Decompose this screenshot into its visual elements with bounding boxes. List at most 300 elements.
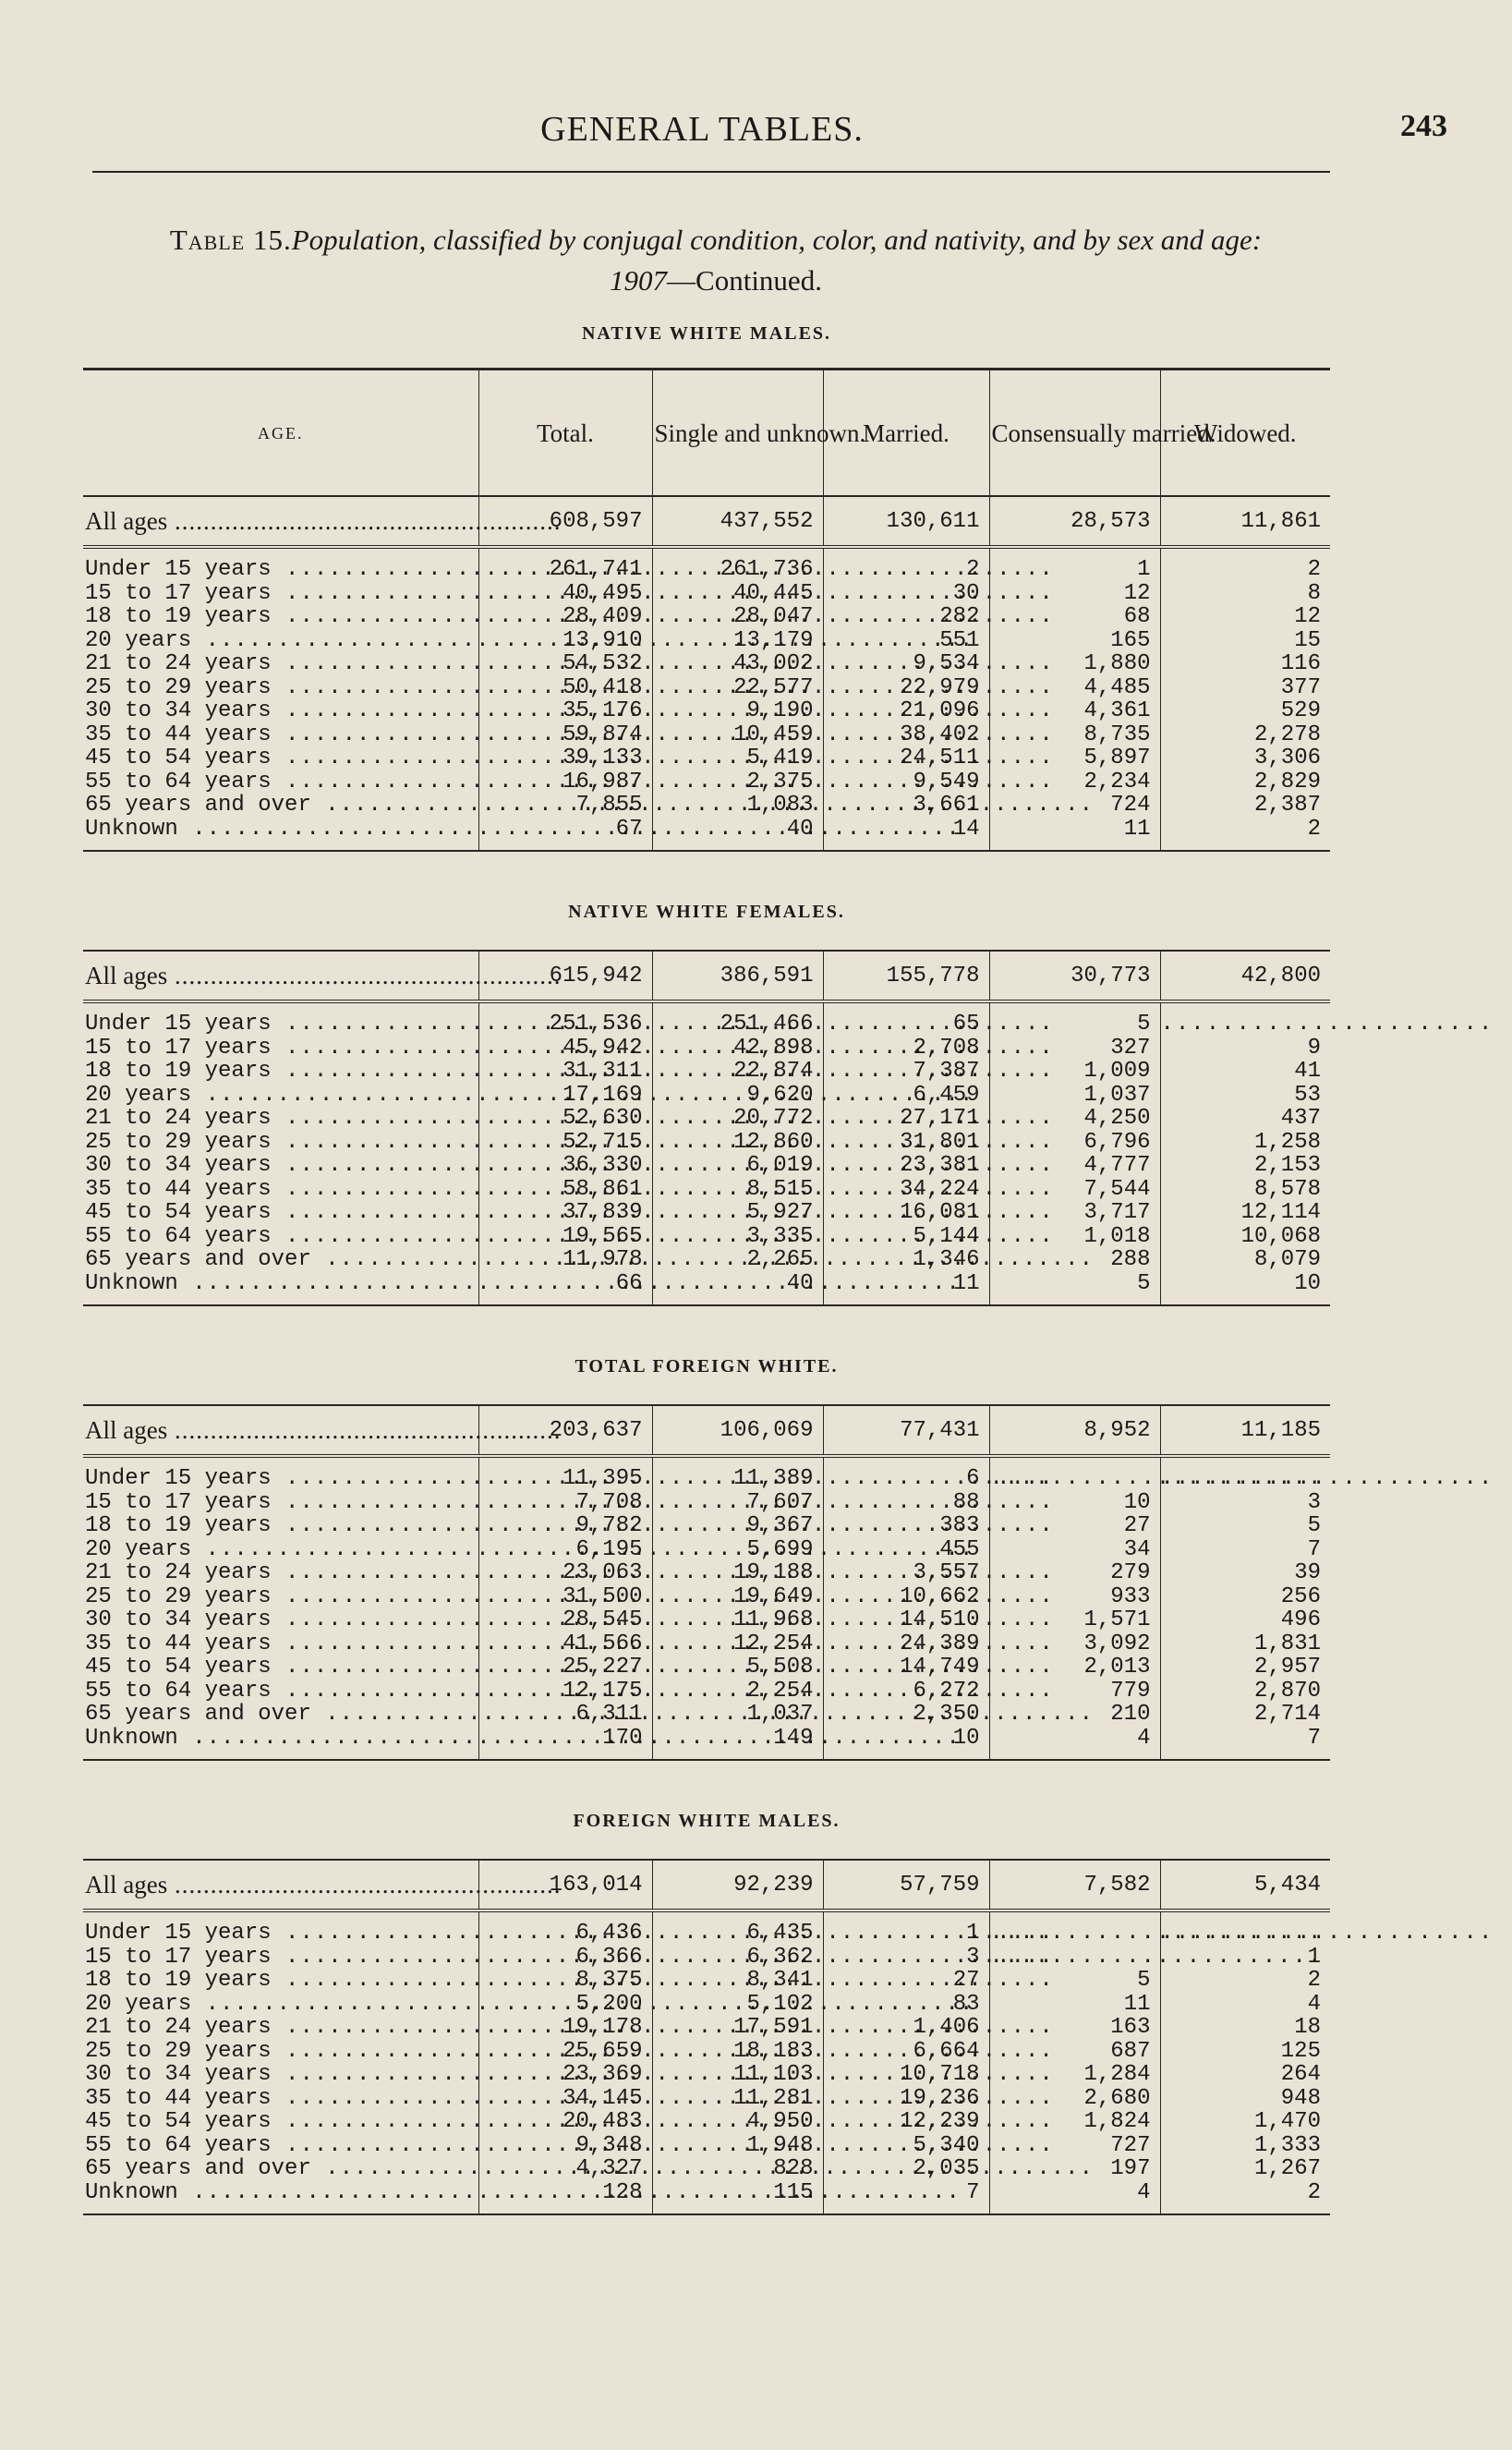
cell-value: 11,968	[652, 1608, 823, 1632]
row-label-text: 35 to 44 years .....	[85, 1178, 469, 1202]
cell-value: 9,367	[652, 1514, 823, 1538]
cell-value: 687	[989, 2040, 1160, 2064]
table-row	[83, 1225, 1330, 1249]
cell-value: 4,250	[989, 1107, 1160, 1131]
table-label: Table 15.	[169, 224, 292, 256]
row-label	[83, 547, 478, 582]
row-label-text: 15 to 17 years .....	[85, 1037, 469, 1061]
cell-value: 24,511	[823, 746, 989, 770]
row-label-text: 30 to 34 years .....	[85, 1154, 469, 1178]
row-label	[83, 1084, 478, 1108]
section-title: NATIVE WHITE MALES.	[581, 323, 832, 344]
cell-value: 2,234	[989, 770, 1160, 794]
row-label-text: 18 to 19 years .....	[85, 1060, 469, 1084]
cell-value: 28,409	[478, 605, 652, 629]
table-row	[83, 547, 1330, 582]
row-label	[83, 1656, 478, 1680]
cell-value: 11,978	[478, 1248, 652, 1272]
cell-value: 5,434	[1160, 1860, 1330, 1910]
cell-value: 88	[823, 1491, 989, 1515]
cell-value: 4,361	[989, 699, 1160, 723]
cell-value: 1,018	[989, 1225, 1160, 1249]
column-header-row	[83, 370, 1330, 497]
row-label	[83, 1608, 478, 1632]
cell-value: 6,459	[823, 1084, 989, 1108]
cell-value: 327	[989, 1037, 1160, 1061]
cell-value: 10	[1160, 1272, 1330, 1306]
cell-value: 1,037	[989, 1084, 1160, 1108]
cell-value: 2	[1160, 2181, 1330, 2215]
row-label	[83, 1632, 478, 1656]
cell-value: 1	[1160, 1946, 1330, 1970]
cell-value: 279	[989, 1561, 1160, 1585]
cell-value: 6	[823, 1456, 989, 1491]
all-ages-row	[83, 1860, 1330, 1910]
table-row	[83, 629, 1330, 653]
table-row	[83, 746, 1330, 770]
cell-value: 6,272	[823, 1680, 989, 1704]
row-label-text: 35 to 44 years .....	[85, 723, 469, 747]
row-label	[83, 1456, 478, 1491]
cell-value: 106,069	[652, 1405, 823, 1456]
row-label	[83, 1514, 478, 1538]
cell-value: 11	[989, 818, 1160, 852]
cell-value: 54,532	[478, 652, 652, 676]
table-row	[83, 582, 1330, 606]
row-label	[83, 2087, 478, 2111]
row-label-text: 45 to 54 years .....	[85, 1201, 469, 1225]
empty-cell-leader	[990, 1946, 1151, 1970]
cell-value: 1	[823, 1910, 989, 1946]
row-label	[83, 1178, 478, 1202]
cell-value: 20,483	[478, 2110, 652, 2134]
cell-value: 52,715	[478, 1131, 652, 1155]
row-label-text: 21 to 24 years .....	[85, 1561, 469, 1585]
cell-value: 31,311	[478, 1060, 652, 1084]
cell-value: 130,611	[823, 496, 989, 547]
row-label-text: 25 to 29 years .....	[85, 1585, 469, 1609]
cell-value: 11,185	[1160, 1405, 1330, 1456]
table-row	[83, 1248, 1330, 1272]
row-label	[83, 2134, 478, 2158]
cell-value: 27	[823, 1969, 989, 1993]
table-row	[83, 1585, 1330, 1609]
row-label-text: 30 to 34 years .....	[85, 2063, 469, 2087]
cell-value: 437,552	[652, 496, 823, 547]
row-label	[83, 2157, 478, 2181]
cell-value: 65	[823, 1001, 989, 1037]
table-caption	[157, 220, 1275, 301]
row-label-text: 30 to 34 years .....	[85, 699, 469, 723]
cell-value: 1,083	[652, 794, 823, 818]
data-table-native-white-females	[83, 950, 1330, 1306]
cell-value: 17,169	[478, 1084, 652, 1108]
table-row	[83, 1154, 1330, 1178]
cell-value: 1,258	[1160, 1131, 1330, 1155]
cell-value: 40	[652, 1272, 823, 1306]
cell-value	[989, 1910, 1160, 1946]
row-label	[83, 1491, 478, 1515]
cell-value: 115	[652, 2181, 823, 2215]
row-label-text: All ages .....	[85, 1871, 469, 1899]
table-row	[83, 1910, 1330, 1946]
table-row	[83, 1084, 1330, 1108]
cell-value: 27	[989, 1514, 1160, 1538]
cell-value: 22,874	[652, 1060, 823, 1084]
cell-value: 5,419	[652, 746, 823, 770]
table-row	[83, 1131, 1330, 1155]
cell-value: 4,777	[989, 1154, 1160, 1178]
table-row	[83, 676, 1330, 700]
cell-value: 40	[652, 818, 823, 852]
cell-value: 14,510	[823, 1608, 989, 1632]
table-row	[83, 1001, 1330, 1037]
column-header-consensual: Consensually married.	[989, 370, 1160, 497]
row-label-text: 18 to 19 years .....	[85, 605, 469, 629]
row-label	[83, 1969, 478, 1993]
row-label-text: All ages .....	[85, 507, 469, 536]
table-row	[83, 1201, 1330, 1225]
cell-value: 9,348	[478, 2134, 652, 2158]
cell-value: 19,178	[478, 2016, 652, 2040]
cell-value: 1,880	[989, 652, 1160, 676]
cell-value: 1,346	[823, 1248, 989, 1272]
cell-value: 77,431	[823, 1405, 989, 1456]
cell-value: 3,306	[1160, 746, 1330, 770]
row-label-text: 65 years and over .....	[85, 1703, 469, 1727]
row-label-text: Under 15 years .....	[85, 1013, 469, 1037]
cell-value: 437	[1160, 1107, 1330, 1131]
cell-value: 8,952	[989, 1405, 1160, 1456]
cell-value: 3	[1160, 1491, 1330, 1515]
row-label	[83, 1993, 478, 2017]
cell-value: 261,741	[478, 547, 652, 582]
table-row	[83, 1703, 1330, 1727]
cell-value: 125	[1160, 2040, 1330, 2064]
cell-value: 496	[1160, 1608, 1330, 1632]
cell-value: 7	[1160, 1538, 1330, 1562]
cell-value: 11,281	[652, 2087, 823, 2111]
row-label	[83, 629, 478, 653]
row-label-text: 35 to 44 years .....	[85, 1632, 469, 1656]
cell-value: 8,079	[1160, 1248, 1330, 1272]
cell-value: 5	[1160, 1514, 1330, 1538]
row-label	[83, 2063, 478, 2087]
row-label-text: 45 to 54 years .....	[85, 1656, 469, 1680]
row-label-text: Unknown .....	[85, 2181, 469, 2205]
cell-value: 11	[989, 1993, 1160, 2017]
cell-value: 8	[1160, 582, 1330, 606]
cell-value: 2,035	[823, 2157, 989, 2181]
row-label	[83, 1272, 478, 1306]
row-label	[83, 1131, 478, 1155]
table-row	[83, 794, 1330, 818]
cell-value: 155,778	[823, 951, 989, 1001]
cell-value: 1,571	[989, 1608, 1160, 1632]
table-row	[83, 2157, 1330, 2181]
data-table-total-foreign-white	[83, 1404, 1330, 1761]
row-label-text: 45 to 54 years .....	[85, 2110, 469, 2134]
cell-value: 3,717	[989, 1201, 1160, 1225]
cell-value: 19,236	[823, 2087, 989, 2111]
cell-value: 21,096	[823, 699, 989, 723]
table-row	[83, 1037, 1330, 1061]
cell-value: 8,341	[652, 1969, 823, 1993]
cell-value: 16,987	[478, 770, 652, 794]
cell-value: 5,897	[989, 746, 1160, 770]
cell-value: 28,573	[989, 496, 1160, 547]
row-label-text: 55 to 64 years .....	[85, 770, 469, 794]
cell-value: 3,661	[823, 794, 989, 818]
cell-value: 128	[478, 2181, 652, 2215]
all-ages-row	[83, 1405, 1330, 1456]
cell-value: 10	[989, 1491, 1160, 1515]
row-label-text: 20 years .....	[85, 1538, 469, 1562]
cell-value: 40,445	[652, 582, 823, 606]
row-label-text: 20 years .....	[85, 629, 469, 653]
cell-value: 2,870	[1160, 1680, 1330, 1704]
table-row	[83, 1107, 1330, 1131]
cell-value: 2,013	[989, 1656, 1160, 1680]
row-label	[83, 770, 478, 794]
cell-value	[1160, 1456, 1330, 1491]
cell-value: 2	[1160, 818, 1330, 852]
cell-value: 10,068	[1160, 1225, 1330, 1249]
row-label	[83, 746, 478, 770]
cell-value: 6,435	[652, 1910, 823, 1946]
cell-value: 8,578	[1160, 1178, 1330, 1202]
cell-value: 7,582	[989, 1860, 1160, 1910]
cell-value: 4	[989, 2181, 1160, 2215]
cell-value: 1,284	[989, 2063, 1160, 2087]
row-label-text: 30 to 34 years .....	[85, 1608, 469, 1632]
cell-value: 25,659	[478, 2040, 652, 2064]
cell-value: 203,637	[478, 1405, 652, 1456]
cell-value: 948	[1160, 2087, 1330, 2111]
cell-value: 6,664	[823, 2040, 989, 2064]
cell-value: 615,942	[478, 951, 652, 1001]
cell-value: 6,311	[478, 1703, 652, 1727]
cell-value: 5,200	[478, 1993, 652, 2017]
cell-value: 4,485	[989, 676, 1160, 700]
row-label-text: 55 to 64 years .....	[85, 1225, 469, 1249]
row-label	[83, 1001, 478, 1037]
cell-value: 551	[823, 629, 989, 653]
column-header-total: Total.	[478, 370, 652, 497]
row-label	[83, 1860, 478, 1910]
cell-value: 10	[823, 1727, 989, 1761]
cell-value: 12	[1160, 605, 1330, 629]
row-label	[83, 1154, 478, 1178]
cell-value: 5	[989, 1272, 1160, 1306]
cell-value: 53	[1160, 1084, 1330, 1108]
cell-value: 6,195	[478, 1538, 652, 1562]
cell-value: 4	[1160, 1993, 1330, 2017]
cell-value: 8,735	[989, 723, 1160, 747]
data-table-foreign-white-males	[83, 1859, 1330, 2215]
cell-value: 13,910	[478, 629, 652, 653]
cell-value: 288	[989, 1248, 1160, 1272]
cell-value: 282	[823, 605, 989, 629]
page-number: 243	[1400, 109, 1447, 143]
row-label	[83, 951, 478, 1001]
cell-value: 3	[823, 1946, 989, 1970]
empty-cell-leader	[1161, 1467, 1322, 1491]
cell-value: 3,335	[652, 1225, 823, 1249]
running-title: GENERAL TABLES.	[540, 110, 864, 149]
cell-value: 31,801	[823, 1131, 989, 1155]
cell-value: 9	[1160, 1037, 1330, 1061]
cell-value: 163	[989, 2016, 1160, 2040]
cell-value: 39,133	[478, 746, 652, 770]
cell-value: 18	[1160, 2016, 1330, 2040]
row-label-text: 55 to 64 years .....	[85, 1680, 469, 1704]
cell-value: 52,630	[478, 1107, 652, 1131]
row-label-text: 18 to 19 years .....	[85, 1514, 469, 1538]
cell-value: 25,227	[478, 1656, 652, 1680]
cell-value: 116	[1160, 652, 1330, 676]
row-label	[83, 652, 478, 676]
cell-value: 12,239	[823, 2110, 989, 2134]
data-table-native-white-males	[83, 368, 1330, 852]
cell-value: 66	[478, 1272, 652, 1306]
cell-value: 197	[989, 2157, 1160, 2181]
cell-value: 10,459	[652, 723, 823, 747]
cell-value: 6,366	[478, 1946, 652, 1970]
cell-value: 727	[989, 2134, 1160, 2158]
cell-value: 251,536	[478, 1001, 652, 1037]
cell-value: 34,224	[823, 1178, 989, 1202]
table-row	[83, 2110, 1330, 2134]
table-row	[83, 1272, 1330, 1306]
cell-value: 1,037	[652, 1703, 823, 1727]
section-title: NATIVE WHITE FEMALES.	[568, 902, 845, 922]
cell-value: 11,395	[478, 1456, 652, 1491]
cell-value: 3,557	[823, 1561, 989, 1585]
table-row	[83, 2040, 1330, 2064]
table-row	[83, 1608, 1330, 1632]
cell-value: 83	[823, 1993, 989, 2017]
cell-value: 7	[823, 2181, 989, 2215]
row-label	[83, 1248, 478, 1272]
table-row	[83, 1060, 1330, 1084]
cell-value: 163,014	[478, 1860, 652, 1910]
row-label	[83, 1561, 478, 1585]
cell-value: 23,063	[478, 1561, 652, 1585]
cell-value: 7,708	[478, 1491, 652, 1515]
cell-value: 12,860	[652, 1131, 823, 1155]
cell-value: 3,092	[989, 1632, 1160, 1656]
cell-value: 13,179	[652, 629, 823, 653]
cell-value: 6,019	[652, 1154, 823, 1178]
row-label	[83, 2016, 478, 2040]
cell-value: 11,103	[652, 2063, 823, 2087]
cell-value: 1,948	[652, 2134, 823, 2158]
table-row	[83, 2016, 1330, 2040]
cell-value: 9,190	[652, 699, 823, 723]
cell-value: 12,114	[1160, 1201, 1330, 1225]
cell-value: 2,957	[1160, 1656, 1330, 1680]
cell-value: 6,436	[478, 1910, 652, 1946]
row-label	[83, 1946, 478, 1970]
cell-value: 2	[1160, 1969, 1330, 1993]
cell-value: 5,144	[823, 1225, 989, 1249]
cell-value: 11,861	[1160, 496, 1330, 547]
cell-value: 36,330	[478, 1154, 652, 1178]
cell-value: 2,265	[652, 1248, 823, 1272]
row-label	[83, 1201, 478, 1225]
cell-value: 2,375	[652, 770, 823, 794]
row-label	[83, 1703, 478, 1727]
row-label-text: 25 to 29 years .....	[85, 1131, 469, 1155]
cell-value: 2,708	[823, 1037, 989, 1061]
cell-value: 22,577	[652, 676, 823, 700]
cell-value: 5	[989, 1969, 1160, 1993]
all-ages-row	[83, 951, 1330, 1001]
empty-cell-leader	[1161, 1922, 1322, 1946]
column-header-married: Married.	[823, 370, 989, 497]
table-row	[83, 1969, 1330, 1993]
cell-value: 933	[989, 1585, 1160, 1609]
cell-value: 12,175	[478, 1680, 652, 1704]
cell-value: 1,333	[1160, 2134, 1330, 2158]
row-label	[83, 1585, 478, 1609]
cell-value: 9,549	[823, 770, 989, 794]
cell-value: 7,607	[652, 1491, 823, 1515]
table-row	[83, 1538, 1330, 1562]
row-label	[83, 1037, 478, 1061]
table-row	[83, 1178, 1330, 1202]
cell-value: 39	[1160, 1561, 1330, 1585]
row-label-text: Under 15 years .....	[85, 1467, 469, 1491]
table-row	[83, 1727, 1330, 1761]
cell-value	[989, 1946, 1160, 1970]
row-label	[83, 676, 478, 700]
cell-value: 779	[989, 1680, 1160, 1704]
row-label-text: Unknown .....	[85, 1727, 469, 1751]
row-label-text: 65 years and over .....	[85, 2157, 469, 2181]
cell-value: 10,718	[823, 2063, 989, 2087]
cell-value: 7,855	[478, 794, 652, 818]
table-title: Population, classified by conjugal condition, color, and nativity, and by sex and age: 1907	[291, 224, 1263, 297]
cell-value: 2,278	[1160, 723, 1330, 747]
cell-value: 5,699	[652, 1538, 823, 1562]
row-label-text: 65 years and over .....	[85, 794, 469, 818]
cell-value: 2,254	[652, 1680, 823, 1704]
cell-value	[989, 1456, 1160, 1491]
cell-value: 12	[989, 582, 1160, 606]
cell-value: 1,009	[989, 1060, 1160, 1084]
row-label	[83, 2040, 478, 2064]
row-label-text: 15 to 17 years .....	[85, 582, 469, 606]
row-label	[83, 2110, 478, 2134]
cell-value: 2,829	[1160, 770, 1330, 794]
cell-value: 251,466	[652, 1001, 823, 1037]
table-row	[83, 2063, 1330, 2087]
row-label-text: Under 15 years .....	[85, 558, 469, 582]
cell-value: 9,782	[478, 1514, 652, 1538]
row-label-text: 65 years and over .....	[85, 1248, 469, 1272]
column-header-widowed: Widowed.	[1160, 370, 1330, 497]
cell-value: 18,183	[652, 2040, 823, 2064]
cell-value: 19,649	[652, 1585, 823, 1609]
row-label	[83, 818, 478, 852]
cell-value: 1,406	[823, 2016, 989, 2040]
row-label-text: 20 years .....	[85, 1084, 469, 1108]
row-label	[83, 1538, 478, 1562]
cell-value: 15	[1160, 629, 1330, 653]
table-title-suffix: —Continued.	[667, 264, 822, 297]
